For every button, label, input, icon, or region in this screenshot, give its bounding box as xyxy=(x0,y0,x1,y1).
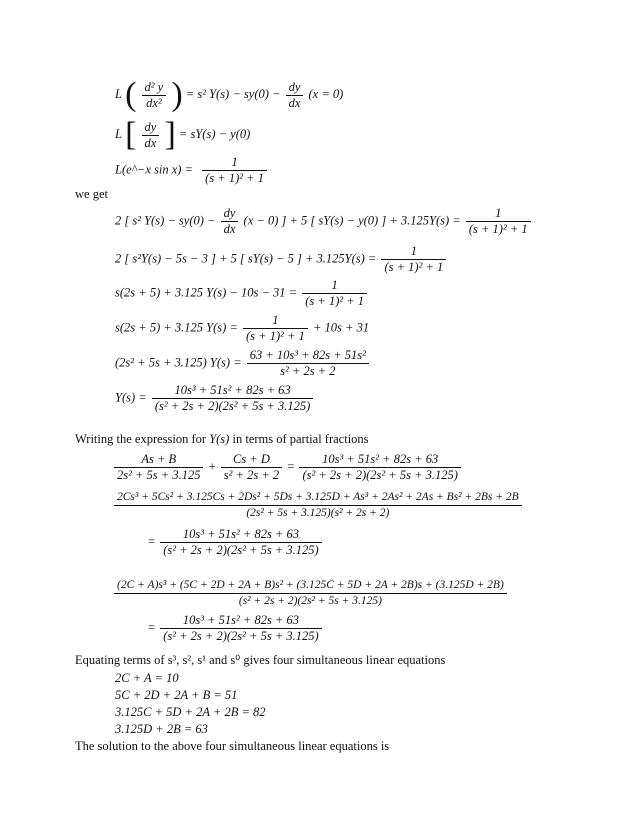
step-6 xyxy=(115,383,315,414)
fraction-numerator: 10s³ + 51s² + 82s + 63 xyxy=(299,452,460,468)
fraction-denominator: (s² + 2s + 2)(2s² + 5s + 3.125) xyxy=(154,399,311,413)
fraction-numerator: Cs + D xyxy=(221,452,282,468)
plus-sign: + xyxy=(208,459,216,474)
bracket-close: ] xyxy=(164,116,176,153)
fraction-denominator: (s + 1)² + 1 xyxy=(384,260,444,274)
grouped-equals xyxy=(148,613,324,644)
fraction-denominator: s² + 2s + 2 xyxy=(223,468,280,482)
fraction-numerator: 10s³ + 51s² + 82s + 63 xyxy=(160,613,321,629)
fraction-numerator: 63 + 10s³ + 82s + 51s² xyxy=(247,348,369,364)
fraction-denominator: (s² + 2s + 2)(2s² + 5s + 3.125) xyxy=(163,543,319,557)
fraction-denominator: (s² + 2s + 2)(2s² + 5s + 3.125) xyxy=(302,468,458,482)
fraction-numerator: 1 xyxy=(243,313,308,329)
rhs-text: (x = 0) xyxy=(308,86,344,101)
fraction-denominator: dx² xyxy=(146,95,162,110)
step-5 xyxy=(115,348,371,379)
rhs-fraction xyxy=(247,348,369,379)
fraction-denominator: dx xyxy=(223,222,236,236)
step-text: + 10s + 31 xyxy=(312,320,370,335)
exp-sin-fraction xyxy=(202,155,267,186)
paren-close: ) xyxy=(171,76,183,113)
laplace-first-derivative xyxy=(115,118,250,152)
step-text: 2 [ s²Y(s) − 5s − 3 ] + 5 [ sY(s) − 5 ] + 3.125Y(s) = xyxy=(115,251,377,266)
equating-text: Equating terms of s³, s², s¹ and s⁰ gives four simultaneous linear equations xyxy=(75,653,446,667)
bracket-open: [ xyxy=(125,116,137,153)
fraction-numerator: 10s³ + 51s² + 82s + 63 xyxy=(152,383,313,399)
rhs-fraction xyxy=(243,313,308,344)
step-1 xyxy=(115,206,533,237)
fraction-numerator: 10s³ + 51s² + 82s + 63 xyxy=(160,527,321,543)
fraction-denominator: (s + 1)² + 1 xyxy=(205,171,264,185)
fraction-denominator: 2s² + 5s + 3.125 xyxy=(117,468,201,482)
laplace-exp-sin xyxy=(115,155,269,186)
fraction-denominator: (s + 1)² + 1 xyxy=(246,329,305,343)
equation-4: 3.125D + 2B = 63 xyxy=(115,722,208,736)
fraction-denominator: dx xyxy=(144,135,157,150)
dy-dx-fraction xyxy=(142,120,160,151)
step-3 xyxy=(115,278,369,309)
step-2 xyxy=(115,244,448,275)
step-text: (x − 0) ] + 5 [ sY(s) − y(0) ] + 3.125Y(s) = xyxy=(243,213,461,228)
expanded-numerator xyxy=(112,490,524,521)
fraction-numerator: dy xyxy=(221,206,239,222)
rhs-fraction xyxy=(152,383,313,414)
partial-fraction-2 xyxy=(221,452,282,483)
laplace-second-derivative xyxy=(115,78,343,112)
equation-3: 3.125C + 5D + 2A + 2B = 82 xyxy=(115,705,266,719)
equals-sign: = xyxy=(287,459,295,474)
fraction-numerator: 1 xyxy=(381,244,446,260)
step-text: (2s² + 5s + 3.125) Y(s) = xyxy=(115,355,242,370)
step-text: s(2s + 5) + 3.125 Y(s) = xyxy=(115,320,238,335)
fraction-denominator: (s + 1)² + 1 xyxy=(468,222,528,236)
fraction-numerator: 1 xyxy=(466,206,531,222)
intro-text: in terms of partial fractions xyxy=(232,432,369,446)
equation-1: 2C + A = 10 xyxy=(115,671,179,685)
partial-fraction-setup xyxy=(112,452,463,483)
dy-dx-fraction xyxy=(221,206,239,237)
rhs-text: = sY(s) − y(0) xyxy=(178,126,251,141)
fraction-denominator: s² + 2s + 2 xyxy=(280,364,336,378)
we-get-text: we get xyxy=(75,187,108,201)
laplace-symbol: L xyxy=(115,86,122,101)
target-fraction xyxy=(299,452,460,483)
equals-sign: = xyxy=(148,620,156,635)
equals-sign: = xyxy=(148,534,156,549)
rhs-fraction xyxy=(381,244,446,275)
fraction-numerator: 1 xyxy=(202,155,267,171)
fraction-denominator: (s² + 2s + 2)(2s² + 5s + 3.125) xyxy=(163,629,319,643)
d2y-dx2-fraction xyxy=(142,80,167,111)
fraction-numerator: 1 xyxy=(302,278,367,294)
grouped-fraction xyxy=(114,578,507,609)
paren-open: ( xyxy=(125,76,137,113)
lhs-text: L(e^−x sin x) = xyxy=(115,162,194,177)
solution-text: The solution to the above four simultaneous linear equations is xyxy=(75,739,390,753)
rhs-fraction xyxy=(466,206,531,237)
intro-text: Writing the expression for xyxy=(75,432,207,446)
fraction-numerator: dy xyxy=(286,80,304,96)
target-fraction xyxy=(160,613,321,644)
fraction-numerator: 2Cs³ + 5Cs² + 3.125Cs + 2Ds² + 5Ds + 3.125D + As³ + 2As² + 2As + Bs² + 2Bs + 2B xyxy=(114,490,522,506)
fraction-numerator: d² y xyxy=(142,80,167,96)
expanded-equals xyxy=(148,527,324,558)
fraction-denominator: (2s² + 5s + 3.125)(s² + 2s + 2) xyxy=(246,507,390,519)
partial-fraction-intro xyxy=(75,432,369,447)
rhs-text: = s² Y(s) − sy(0) − xyxy=(185,86,281,101)
fraction-numerator: (2C + A)s³ + (5C + 2D + 2A + B)s² + (3.125C + 5D + 2A + 2B)s + (3.125D + 2B) xyxy=(114,578,507,594)
fraction-numerator: dy xyxy=(142,120,160,136)
grouped-numerator xyxy=(112,578,509,609)
expanded-fraction xyxy=(114,490,522,521)
rhs-fraction xyxy=(302,278,367,309)
fraction-denominator: dx xyxy=(288,95,301,110)
partial-fraction-1 xyxy=(114,452,203,483)
step-text: s(2s + 5) + 3.125 Y(s) − 10s − 31 = xyxy=(115,285,298,300)
step-4 xyxy=(115,313,369,344)
ys-symbol: Y(s) xyxy=(209,432,230,446)
equation-2: 5C + 2D + 2A + B = 51 xyxy=(115,688,238,702)
dy-dx-fraction xyxy=(286,80,304,111)
step-text: 2 [ s² Y(s) − sy(0) − xyxy=(115,213,216,228)
fraction-numerator: As + B xyxy=(114,452,203,468)
laplace-symbol: L xyxy=(115,126,122,141)
target-fraction xyxy=(160,527,321,558)
step-text: Y(s) = xyxy=(115,390,147,405)
fraction-denominator: (s + 1)² + 1 xyxy=(305,294,365,308)
fraction-denominator: (s² + 2s + 2)(2s² + 5s + 3.125) xyxy=(238,595,382,607)
